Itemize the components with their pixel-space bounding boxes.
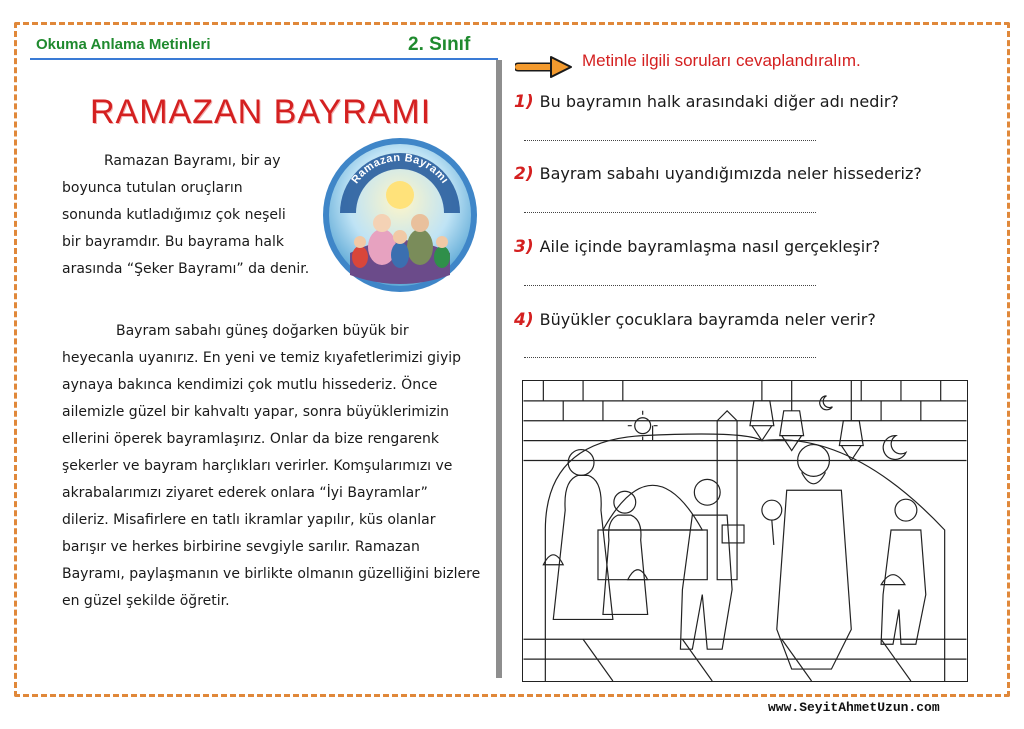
arrow-right-icon	[515, 55, 575, 79]
story-title: RAMAZAN BAYRAMI	[90, 93, 432, 131]
answer-line-1[interactable]	[524, 140, 816, 141]
answer-line-4[interactable]	[524, 357, 816, 358]
question-number: 1)	[514, 92, 534, 112]
question-text: Aile içinde bayramlaşma nasıl gerçekleşir?	[539, 237, 881, 256]
question-1	[514, 92, 899, 112]
paragraph-1	[62, 148, 324, 283]
question-number: 3)	[514, 237, 534, 257]
paragraph-2-line: akrabalarımızı ziyaret ederek onlara “İyi Bayramlar”	[62, 485, 428, 501]
ramazan-bayrami-badge	[320, 135, 480, 295]
question-4	[514, 310, 876, 330]
answer-line-3[interactable]	[524, 285, 816, 286]
question-text: Bu bayramın halk arasındaki diğer adı nedir?	[539, 92, 899, 111]
paragraph-2-line: Bayram sabahı güneş doğarken büyük bir	[116, 323, 409, 339]
question-number: 2)	[514, 164, 534, 184]
question-3	[514, 237, 880, 257]
header-underline	[30, 58, 498, 60]
paragraph-2-line: ellerini öperek bayramlaşırız. Onlar da bize rengarenk	[62, 431, 439, 447]
series-title: Okuma Anlama Metinleri	[36, 36, 211, 53]
answer-line-2[interactable]	[524, 212, 816, 213]
paragraph-1-line: Ramazan Bayramı, bir ay	[104, 153, 281, 169]
badge-text: Ramazan Bayramı	[349, 151, 451, 187]
question-number: 4)	[514, 310, 534, 330]
paragraph-1-line: boyunca tutulan oruçların	[62, 180, 243, 196]
question-text: Büyükler çocuklara bayramda neler verir?	[539, 310, 876, 329]
paragraph-2-line: şekerler ve bayram harçlıkları verirler. Komşularımızı ve	[62, 458, 453, 474]
question-text: Bayram sabahı uyandığımızda neler hissederiz?	[539, 164, 922, 183]
paragraph-2-line: heyecanla uyanırız. En yeni ve temiz kıyafetlerimizi giyip	[62, 350, 461, 366]
grade-label: 2. Sınıf	[408, 34, 471, 55]
paragraph-1-line: bir bayramdır. Bu bayrama halk	[62, 234, 284, 250]
paragraph-2-line: ailemizle güzel bir kahvaltı yapar, sonra büyüklerimizin	[62, 404, 450, 420]
coloring-illustration	[522, 380, 968, 682]
paragraph-1-line: sonunda kutladığımız çok neşeli	[62, 207, 286, 223]
question-2	[514, 164, 922, 184]
paragraph-2-line: dileriz. Misafirlere en tatlı ikramlar yapılır, küs olanlar	[62, 512, 436, 528]
paragraph-2-line: aynaya bakınca kendimizi çok mutlu hissederiz. Önce	[62, 377, 438, 393]
paragraph-2	[62, 318, 492, 615]
questions-instruction: Metinle ilgili soruları cevaplandıralım.	[582, 51, 861, 70]
paragraph-2-line: barışır ve herkes birbirine sevgiyle sarılır. Ramazan	[62, 539, 420, 555]
website-link[interactable]: www.SeyitAhmetUzun.com	[768, 700, 940, 715]
paragraph-2-line: en güzel şekilde öğretir.	[62, 593, 230, 609]
paragraph-2-line: Bayramı, paylaşmanın ve birlikte olmanın güzelliğini bizlere	[62, 566, 481, 582]
paragraph-1-line: arasında “Şeker Bayramı” da denir.	[62, 261, 310, 277]
column-divider	[496, 60, 502, 678]
